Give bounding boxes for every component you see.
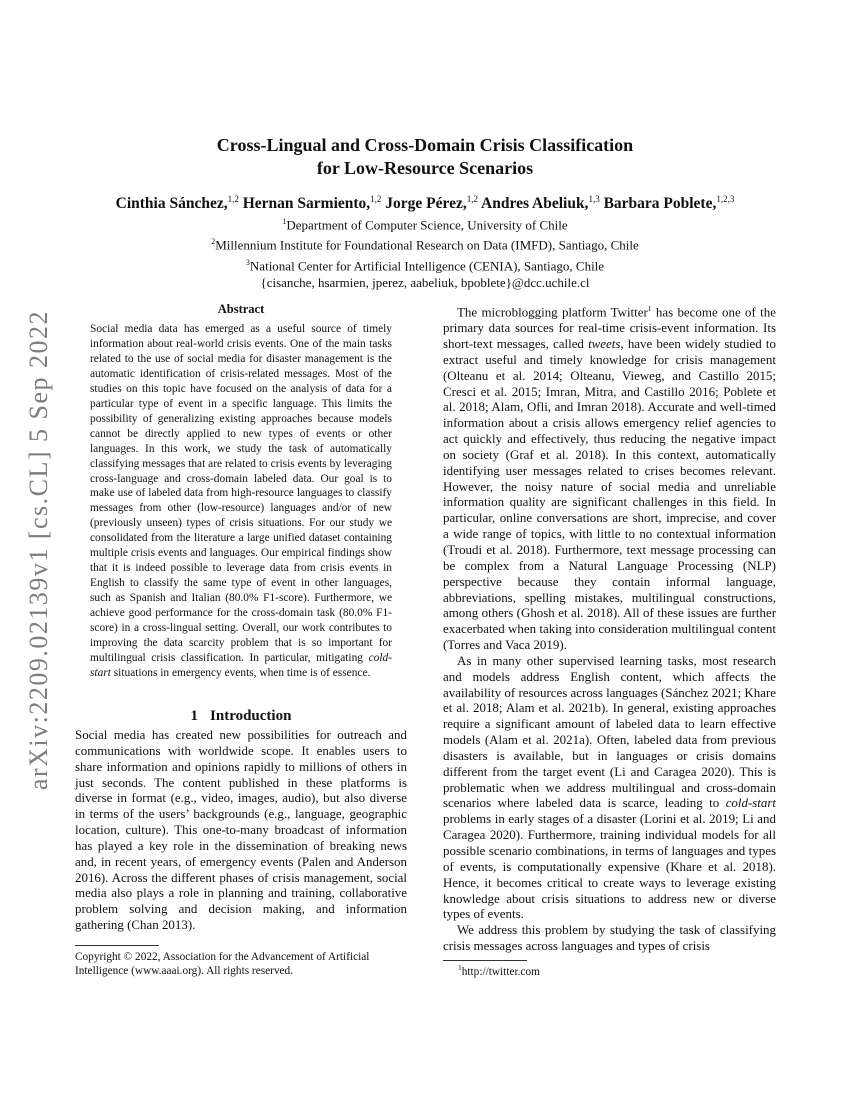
footnote-rule <box>443 960 527 961</box>
author-name: Cinthia Sánchez, <box>115 195 228 213</box>
affil-text: National Center for Artificial Intelligence (CENIA), Santiago, Chile <box>249 257 605 273</box>
section-title: Introduction <box>210 708 292 724</box>
para-text: problems in early stages of a disaster (Lorini et al. 2019; Li and Caragea 2020). Furthermore, training individual models for all possible scenario combinations, in terms of languages and types of events, is computationally expensive (Khare et al. 2018). Hence, it becomes critical to create ways to leverage existing knowledge about crisis situations to address new or diverse types of events. <box>443 811 776 922</box>
footnote <box>458 963 540 978</box>
author-affil-mark: 1,2 <box>227 194 239 204</box>
author-affil-mark: 1,2,3 <box>716 194 735 204</box>
arxiv-stamp: arXiv:2209.02139v1 [cs.CL] 5 Sep 2022 <box>24 309 53 791</box>
author-name: Jorge Pérez, <box>385 195 467 213</box>
para-text: As in many other supervised learning tasks, most research and models address English content, which affects the availability of resources across languages (Sánchez 2021; Khare et al. 2018; Alam et al. 2021b). In general, existing approaches require a significant amount of labeled data to learn effective models (Alam et al. 2021a). Often, labeled data from previous disasters is available, but in languages or crisis domains different from the target event (Li and Caragea 2020). This is problematic when we address multilingual and cross-domain scenarios where labeled data is scarce, leading to <box>443 652 777 811</box>
para-emphasis: tweets <box>588 336 621 351</box>
affiliation-line <box>0 233 850 253</box>
paragraph <box>443 301 776 653</box>
author-list <box>0 194 850 213</box>
abstract-text: Social media data has emerged as a useful source of timely information about real-world crisis events. One of the main tasks related to the use of social media for disaster management is the automatic identification of crisis-related messages. Most of the studies on this topic have focused on the analysis of data for a particular type of event in a specific language. This limits the possibility of generalizing existing approaches because models cannot be directly applied to new types of events or other languages. In this work, we study the task of automatically classifying messages that are related to crisis events by leveraging cross-language and cross-domain labeled data. Our goal is to make use of labeled data from high-resource languages to classify messages from other (low-resource) languages and/or of new (previously unseen) types of crisis situations. For our study we consolidated from the literature a large unified dataset containing multiple crisis events and languages. Our empirical findings show that it is indeed possible to leverage data from crisis events in English to classify the same type of event in other languages, such as Spanish and Italian (80.0% F1-score). Furthermore, we achieve good performance for the cross-domain task (80.0% F1-score) in a cross-lingual setting. Overall, our work contributes to improving the data scarcity problem that is so important for multilingual crisis classification. In particular, mitigating <box>90 323 392 664</box>
introduction-paragraph <box>75 727 407 933</box>
title-line-2: for Low-Resource Scenarios <box>316 158 534 178</box>
abstract-emphasis: cold-start <box>90 651 392 679</box>
paragraph: We address this problem by studying the task of classifying crisis messages across languages and types of crisis <box>443 922 776 954</box>
section-number: 1 <box>190 708 199 724</box>
footnote-url[interactable]: http://twitter.com <box>461 965 540 978</box>
right-column <box>443 301 776 954</box>
affil-mark: 3 <box>245 257 250 267</box>
footnote-rule <box>75 945 159 946</box>
affil-text: Department of Computer Science, University of Chile <box>286 217 568 233</box>
author-affil-mark: 1,3 <box>588 194 600 204</box>
author-name: Barbara Poblete, <box>603 195 717 213</box>
copyright-notice: Copyright © 2022, Association for the Advancement of Artificial Intelligence (www.aaai.org). All rights reserved. <box>75 951 370 977</box>
paragraph <box>443 653 776 922</box>
affiliation-line <box>0 213 850 233</box>
paper-title <box>0 134 850 180</box>
affil-mark: 2 <box>211 237 216 247</box>
affil-text: Millennium Institute for Foundational Research on Data (IMFD), Santiago, Chile <box>215 237 639 253</box>
author-name: Hernan Sarmiento, <box>242 195 371 213</box>
author-affil-mark: 1,2 <box>466 194 479 204</box>
abstract-heading: Abstract <box>217 302 265 316</box>
abstract-body <box>90 322 392 681</box>
footnote-mark: 1 <box>647 304 652 313</box>
intro-text: Social media has created new possibilities for outreach and communications with worldwide scope. It enables users to share information and opinions rapidly to millions of others in just seconds. The content published in these platforms is diverse in format (e.g., video, images, audio), but also diverse in terms of the users’ backgrounds (e.g., language, geographic location, culture). This one-to-many broadcast of information has played a key role in the dissemination of breaking news and, in recent years, of emergency events (Palen and Anderson 2016). Across the different phases of crisis management, social media also plays a role in planning and training, collaborative problem solving and decision making, and information gathering (Chan 2013). <box>75 727 407 933</box>
para-text: , have been widely studied to extract useful and timely knowledge for crisis management (Olteanu et al. 2014; Olteanu, Vieweg, and Castillo 2015; Cresci et al. 2015; Imran, Mitra, and Castillo 2016; Poblete et al. 2018; Alam, Ofli, and Imran 2018). Accurate and well-timed information about a crisis allows emergency relief agencies to act quickly and effectively, thus reducing the negative impact on society (Graf et al. 2018). In this context, automatically identifying user messages related to crises becomes relevant. However, the noisy nature of social media and unreliable information quality are significant challenges in this field. In particular, online conversations are short, imprecise, and cover a wide range of topics, with little to no contextual information (Troudi et al. 2018). Furthermore, text message processing can be complex from a Natural Language Processing (NLP) perspective because they contain informal language, abbreviations, spelling mistakes, multilingual constructions, among others (Ghosh et al. 2018). All of these issues are further exacerbated when taking into consideration multilingual content (Torres and Vaca 2019). <box>443 336 776 653</box>
affiliations <box>0 213 850 291</box>
abstract-text-end: situations in emergency events, when time is of essence. <box>110 666 371 679</box>
affiliation-line <box>0 254 850 274</box>
para-text: has become one of the primary data sources for real-time crisis-event information. Its short-text messages, called <box>443 304 776 351</box>
para-text: The microblogging platform Twitter <box>457 304 648 320</box>
affil-mark: 1 <box>282 217 287 226</box>
author-emails: {cisanche, hsarmien, jperez, aabeliuk, bpoblete}@dcc.uchile.cl <box>260 274 590 290</box>
title-line-1: Cross-Lingual and Cross-Domain Crisis Classification <box>216 135 634 155</box>
footnote-number: 1 <box>458 963 462 972</box>
author-affil-mark: 1,2 <box>370 194 382 204</box>
author-name: Andres Abeliuk, <box>481 195 589 213</box>
section-heading-introduction <box>75 708 407 725</box>
para-emphasis: cold-start <box>725 795 776 811</box>
